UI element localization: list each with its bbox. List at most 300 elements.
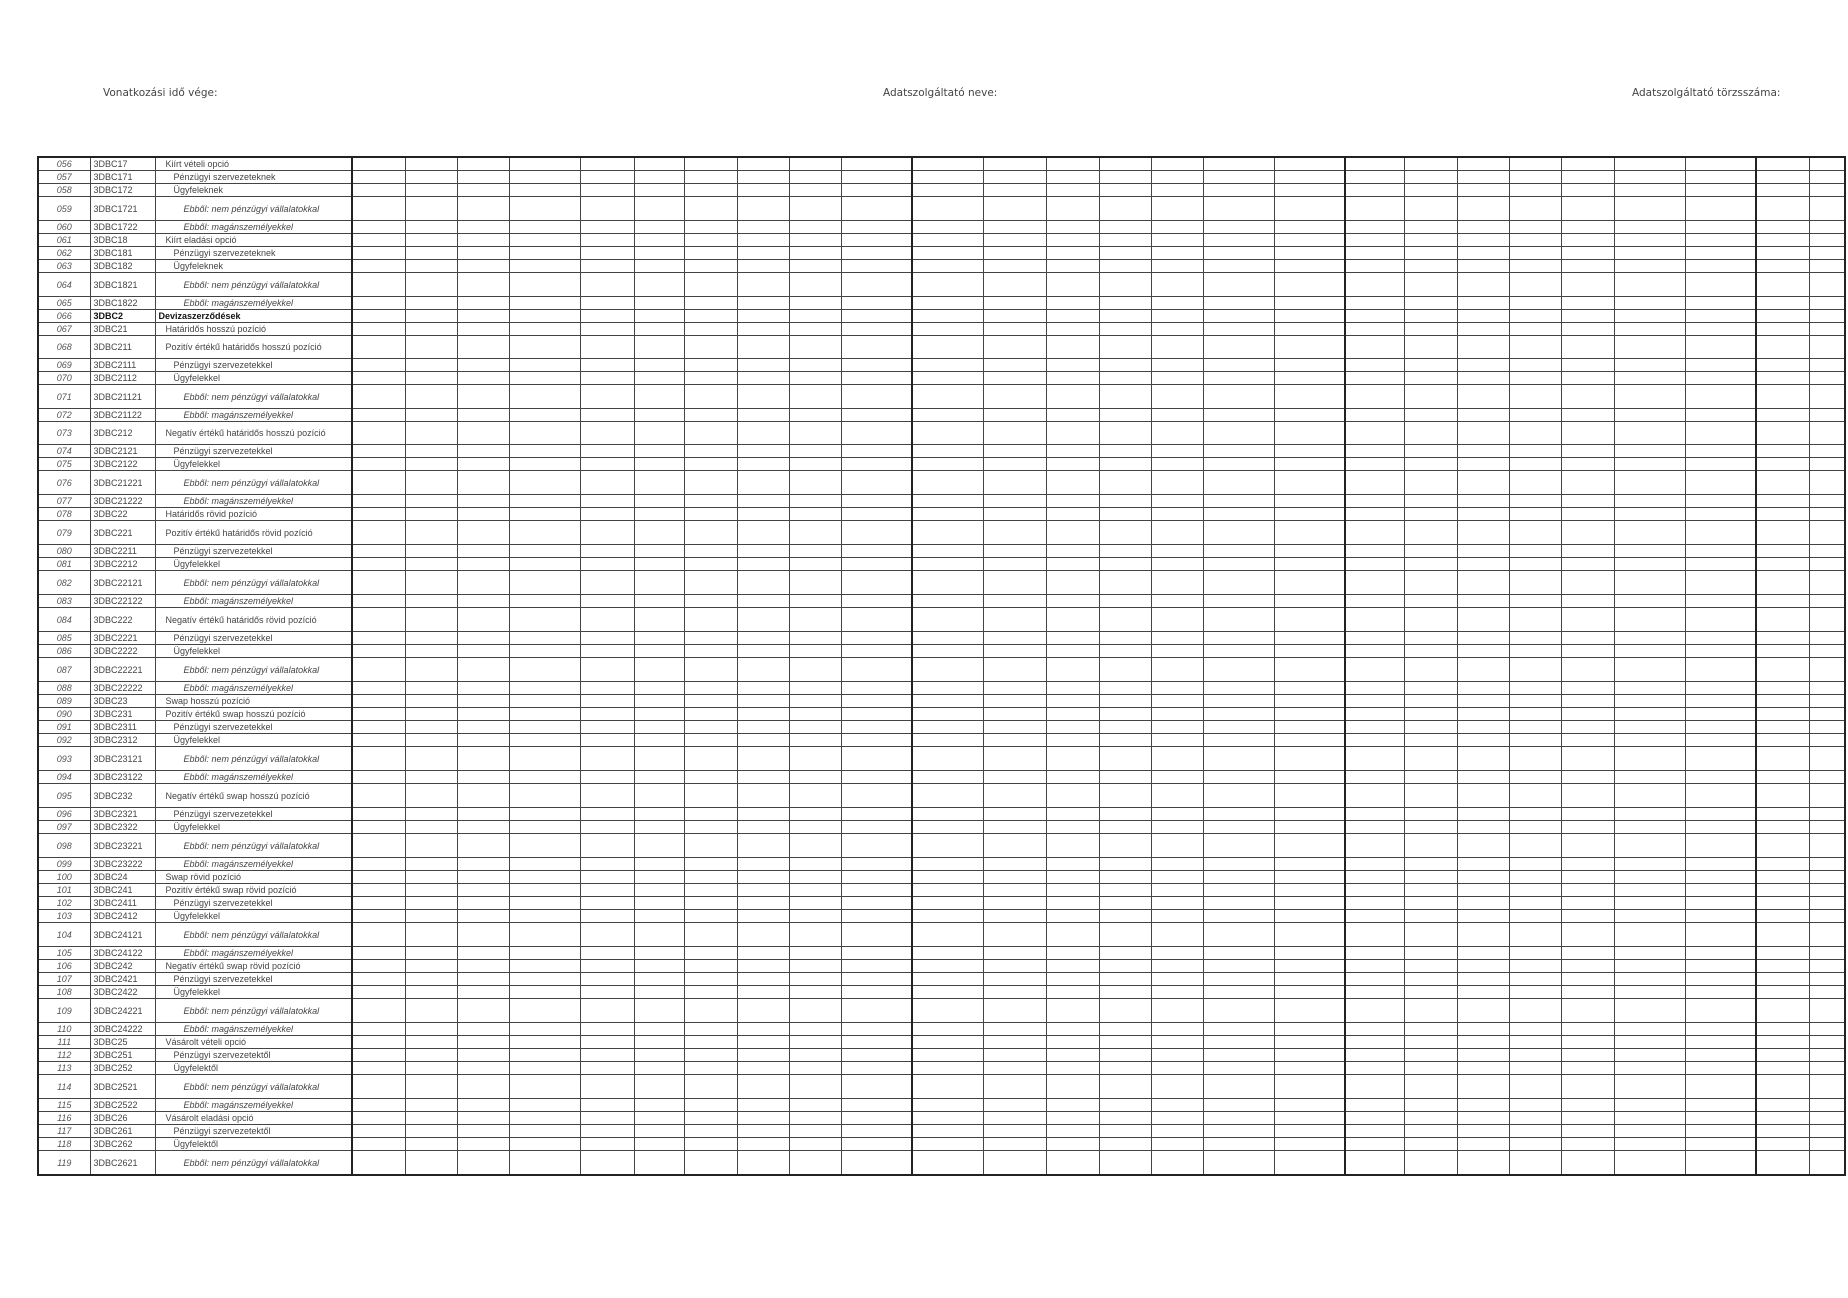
value-cell[interactable] <box>737 273 789 297</box>
value-cell[interactable] <box>580 1036 634 1049</box>
value-cell[interactable] <box>1404 422 1457 445</box>
value-cell[interactable] <box>1561 260 1614 273</box>
value-cell[interactable] <box>405 545 457 558</box>
value-cell[interactable] <box>1046 871 1099 884</box>
value-cell[interactable] <box>983 1099 1046 1112</box>
value-cell[interactable] <box>1809 1075 1845 1099</box>
value-cell[interactable] <box>1046 1036 1099 1049</box>
value-cell[interactable] <box>983 247 1046 260</box>
value-cell[interactable] <box>684 858 737 871</box>
value-cell[interactable] <box>1345 184 1404 197</box>
value-cell[interactable] <box>684 1075 737 1099</box>
value-cell[interactable] <box>1046 658 1099 682</box>
value-cell[interactable] <box>1756 608 1809 632</box>
value-cell[interactable] <box>509 247 580 260</box>
value-cell[interactable] <box>1099 721 1151 734</box>
value-cell[interactable] <box>737 495 789 508</box>
value-cell[interactable] <box>405 999 457 1023</box>
value-cell[interactable] <box>789 884 841 897</box>
value-cell[interactable] <box>789 323 841 336</box>
value-cell[interactable] <box>737 458 789 471</box>
value-cell[interactable] <box>1685 1075 1756 1099</box>
value-cell[interactable] <box>1614 445 1685 458</box>
value-cell[interactable] <box>1685 858 1756 871</box>
value-cell[interactable] <box>737 858 789 871</box>
value-cell[interactable] <box>457 645 509 658</box>
value-cell[interactable] <box>509 221 580 234</box>
value-cell[interactable] <box>841 858 912 871</box>
value-cell[interactable] <box>1151 986 1203 999</box>
value-cell[interactable] <box>789 1112 841 1125</box>
value-cell[interactable] <box>1203 734 1274 747</box>
value-cell[interactable] <box>1099 808 1151 821</box>
value-cell[interactable] <box>1561 923 1614 947</box>
value-cell[interactable] <box>1099 445 1151 458</box>
value-cell[interactable] <box>737 1151 789 1176</box>
value-cell[interactable] <box>405 422 457 445</box>
value-cell[interactable] <box>352 385 405 409</box>
value-cell[interactable] <box>1561 658 1614 682</box>
value-cell[interactable] <box>1046 273 1099 297</box>
value-cell[interactable] <box>580 273 634 297</box>
value-cell[interactable] <box>1203 297 1274 310</box>
value-cell[interactable] <box>405 521 457 545</box>
value-cell[interactable] <box>1203 708 1274 721</box>
value-cell[interactable] <box>1509 359 1561 372</box>
value-cell[interactable] <box>1046 359 1099 372</box>
value-cell[interactable] <box>1099 910 1151 923</box>
value-cell[interactable] <box>1614 682 1685 695</box>
value-cell[interactable] <box>405 645 457 658</box>
value-cell[interactable] <box>1151 784 1203 808</box>
value-cell[interactable] <box>1274 821 1345 834</box>
value-cell[interactable] <box>1756 695 1809 708</box>
value-cell[interactable] <box>634 1099 684 1112</box>
value-cell[interactable] <box>1099 359 1151 372</box>
value-cell[interactable] <box>737 884 789 897</box>
value-cell[interactable] <box>1345 1099 1404 1112</box>
value-cell[interactable] <box>457 999 509 1023</box>
value-cell[interactable] <box>1099 1075 1151 1099</box>
value-cell[interactable] <box>789 297 841 310</box>
value-cell[interactable] <box>983 508 1046 521</box>
value-cell[interactable] <box>634 973 684 986</box>
value-cell[interactable] <box>1685 157 1756 171</box>
value-cell[interactable] <box>1274 973 1345 986</box>
value-cell[interactable] <box>1345 508 1404 521</box>
value-cell[interactable] <box>509 784 580 808</box>
value-cell[interactable] <box>352 445 405 458</box>
value-cell[interactable] <box>1099 1049 1151 1062</box>
value-cell[interactable] <box>1404 771 1457 784</box>
value-cell[interactable] <box>789 999 841 1023</box>
value-cell[interactable] <box>912 234 983 247</box>
value-cell[interactable] <box>789 734 841 747</box>
value-cell[interactable] <box>1046 471 1099 495</box>
value-cell[interactable] <box>1151 871 1203 884</box>
value-cell[interactable] <box>912 1075 983 1099</box>
value-cell[interactable] <box>634 521 684 545</box>
value-cell[interactable] <box>1457 858 1509 871</box>
value-cell[interactable] <box>1685 458 1756 471</box>
value-cell[interactable] <box>1099 508 1151 521</box>
value-cell[interactable] <box>352 747 405 771</box>
value-cell[interactable] <box>1614 1099 1685 1112</box>
value-cell[interactable] <box>1046 695 1099 708</box>
value-cell[interactable] <box>1561 858 1614 871</box>
value-cell[interactable] <box>983 947 1046 960</box>
value-cell[interactable] <box>789 632 841 645</box>
value-cell[interactable] <box>684 1112 737 1125</box>
value-cell[interactable] <box>1809 157 1845 171</box>
value-cell[interactable] <box>1809 721 1845 734</box>
value-cell[interactable] <box>737 471 789 495</box>
value-cell[interactable] <box>983 221 1046 234</box>
value-cell[interactable] <box>1809 1062 1845 1075</box>
value-cell[interactable] <box>983 682 1046 695</box>
value-cell[interactable] <box>1151 923 1203 947</box>
value-cell[interactable] <box>1046 1023 1099 1036</box>
value-cell[interactable] <box>1457 571 1509 595</box>
value-cell[interactable] <box>912 1112 983 1125</box>
value-cell[interactable] <box>1809 234 1845 247</box>
value-cell[interactable] <box>405 495 457 508</box>
value-cell[interactable] <box>1457 1138 1509 1151</box>
value-cell[interactable] <box>1756 986 1809 999</box>
value-cell[interactable] <box>789 1023 841 1036</box>
value-cell[interactable] <box>1203 871 1274 884</box>
value-cell[interactable] <box>1203 595 1274 608</box>
value-cell[interactable] <box>1457 1151 1509 1176</box>
value-cell[interactable] <box>1685 471 1756 495</box>
value-cell[interactable] <box>684 897 737 910</box>
value-cell[interactable] <box>1151 708 1203 721</box>
value-cell[interactable] <box>1457 645 1509 658</box>
value-cell[interactable] <box>1274 171 1345 184</box>
value-cell[interactable] <box>684 445 737 458</box>
value-cell[interactable] <box>1756 1036 1809 1049</box>
value-cell[interactable] <box>1561 821 1614 834</box>
value-cell[interactable] <box>1809 471 1845 495</box>
value-cell[interactable] <box>1457 297 1509 310</box>
value-cell[interactable] <box>789 747 841 771</box>
value-cell[interactable] <box>1756 999 1809 1023</box>
value-cell[interactable] <box>580 1023 634 1036</box>
value-cell[interactable] <box>912 247 983 260</box>
value-cell[interactable] <box>1509 721 1561 734</box>
value-cell[interactable] <box>1046 771 1099 784</box>
value-cell[interactable] <box>789 197 841 221</box>
value-cell[interactable] <box>1099 784 1151 808</box>
value-cell[interactable] <box>912 734 983 747</box>
value-cell[interactable] <box>1203 458 1274 471</box>
value-cell[interactable] <box>1404 973 1457 986</box>
value-cell[interactable] <box>1099 1062 1151 1075</box>
value-cell[interactable] <box>1151 821 1203 834</box>
value-cell[interactable] <box>912 359 983 372</box>
value-cell[interactable] <box>983 422 1046 445</box>
value-cell[interactable] <box>912 632 983 645</box>
value-cell[interactable] <box>1274 221 1345 234</box>
value-cell[interactable] <box>634 1151 684 1176</box>
value-cell[interactable] <box>1614 960 1685 973</box>
value-cell[interactable] <box>1614 385 1685 409</box>
value-cell[interactable] <box>912 495 983 508</box>
value-cell[interactable] <box>1809 197 1845 221</box>
value-cell[interactable] <box>912 521 983 545</box>
value-cell[interactable] <box>1099 385 1151 409</box>
value-cell[interactable] <box>1457 1049 1509 1062</box>
value-cell[interactable] <box>1046 545 1099 558</box>
value-cell[interactable] <box>580 1062 634 1075</box>
value-cell[interactable] <box>1809 947 1845 960</box>
value-cell[interactable] <box>1809 986 1845 999</box>
value-cell[interactable] <box>1457 721 1509 734</box>
value-cell[interactable] <box>1099 747 1151 771</box>
value-cell[interactable] <box>1561 1151 1614 1176</box>
value-cell[interactable] <box>509 545 580 558</box>
value-cell[interactable] <box>1345 495 1404 508</box>
value-cell[interactable] <box>1404 297 1457 310</box>
value-cell[interactable] <box>1809 545 1845 558</box>
value-cell[interactable] <box>841 834 912 858</box>
value-cell[interactable] <box>457 821 509 834</box>
value-cell[interactable] <box>1561 545 1614 558</box>
value-cell[interactable] <box>1614 734 1685 747</box>
value-cell[interactable] <box>1203 834 1274 858</box>
value-cell[interactable] <box>352 508 405 521</box>
value-cell[interactable] <box>1561 458 1614 471</box>
value-cell[interactable] <box>1809 784 1845 808</box>
value-cell[interactable] <box>457 1049 509 1062</box>
value-cell[interactable] <box>1756 1112 1809 1125</box>
value-cell[interactable] <box>1809 221 1845 234</box>
value-cell[interactable] <box>1457 260 1509 273</box>
value-cell[interactable] <box>1345 273 1404 297</box>
value-cell[interactable] <box>1404 372 1457 385</box>
value-cell[interactable] <box>352 273 405 297</box>
value-cell[interactable] <box>912 771 983 784</box>
value-cell[interactable] <box>1614 545 1685 558</box>
value-cell[interactable] <box>1561 273 1614 297</box>
value-cell[interactable] <box>789 897 841 910</box>
value-cell[interactable] <box>684 708 737 721</box>
value-cell[interactable] <box>1203 960 1274 973</box>
value-cell[interactable] <box>580 221 634 234</box>
value-cell[interactable] <box>841 960 912 973</box>
value-cell[interactable] <box>841 1138 912 1151</box>
value-cell[interactable] <box>1274 808 1345 821</box>
value-cell[interactable] <box>1151 973 1203 986</box>
value-cell[interactable] <box>352 734 405 747</box>
value-cell[interactable] <box>1614 1062 1685 1075</box>
value-cell[interactable] <box>405 1062 457 1075</box>
value-cell[interactable] <box>737 821 789 834</box>
value-cell[interactable] <box>405 508 457 521</box>
value-cell[interactable] <box>1756 157 1809 171</box>
value-cell[interactable] <box>1509 234 1561 247</box>
value-cell[interactable] <box>1274 947 1345 960</box>
value-cell[interactable] <box>983 458 1046 471</box>
value-cell[interactable] <box>1509 171 1561 184</box>
value-cell[interactable] <box>1509 734 1561 747</box>
value-cell[interactable] <box>1345 923 1404 947</box>
value-cell[interactable] <box>1099 495 1151 508</box>
value-cell[interactable] <box>1203 471 1274 495</box>
value-cell[interactable] <box>684 359 737 372</box>
value-cell[interactable] <box>352 1151 405 1176</box>
value-cell[interactable] <box>580 234 634 247</box>
value-cell[interactable] <box>1561 1138 1614 1151</box>
value-cell[interactable] <box>1614 897 1685 910</box>
value-cell[interactable] <box>737 297 789 310</box>
value-cell[interactable] <box>983 273 1046 297</box>
value-cell[interactable] <box>1614 973 1685 986</box>
value-cell[interactable] <box>737 1023 789 1036</box>
value-cell[interactable] <box>352 595 405 608</box>
value-cell[interactable] <box>457 834 509 858</box>
value-cell[interactable] <box>841 184 912 197</box>
value-cell[interactable] <box>352 808 405 821</box>
value-cell[interactable] <box>1685 960 1756 973</box>
value-cell[interactable] <box>405 821 457 834</box>
value-cell[interactable] <box>684 171 737 184</box>
value-cell[interactable] <box>841 157 912 171</box>
value-cell[interactable] <box>352 197 405 221</box>
value-cell[interactable] <box>1457 734 1509 747</box>
value-cell[interactable] <box>1509 545 1561 558</box>
value-cell[interactable] <box>1274 734 1345 747</box>
value-cell[interactable] <box>789 645 841 658</box>
value-cell[interactable] <box>1614 771 1685 784</box>
value-cell[interactable] <box>1561 495 1614 508</box>
value-cell[interactable] <box>1099 221 1151 234</box>
value-cell[interactable] <box>1046 1112 1099 1125</box>
value-cell[interactable] <box>1151 695 1203 708</box>
value-cell[interactable] <box>1809 171 1845 184</box>
value-cell[interactable] <box>1561 197 1614 221</box>
value-cell[interactable] <box>1561 960 1614 973</box>
value-cell[interactable] <box>457 682 509 695</box>
value-cell[interactable] <box>580 1075 634 1099</box>
value-cell[interactable] <box>580 171 634 184</box>
value-cell[interactable] <box>1561 897 1614 910</box>
value-cell[interactable] <box>737 658 789 682</box>
value-cell[interactable] <box>405 658 457 682</box>
value-cell[interactable] <box>1561 1036 1614 1049</box>
value-cell[interactable] <box>1509 458 1561 471</box>
value-cell[interactable] <box>634 171 684 184</box>
value-cell[interactable] <box>352 422 405 445</box>
value-cell[interactable] <box>1685 197 1756 221</box>
value-cell[interactable] <box>509 197 580 221</box>
value-cell[interactable] <box>1614 999 1685 1023</box>
value-cell[interactable] <box>737 157 789 171</box>
value-cell[interactable] <box>737 834 789 858</box>
value-cell[interactable] <box>1046 558 1099 571</box>
value-cell[interactable] <box>352 871 405 884</box>
value-cell[interactable] <box>457 808 509 821</box>
value-cell[interactable] <box>1457 385 1509 409</box>
value-cell[interactable] <box>1046 1075 1099 1099</box>
value-cell[interactable] <box>1274 521 1345 545</box>
value-cell[interactable] <box>1614 747 1685 771</box>
value-cell[interactable] <box>1457 471 1509 495</box>
value-cell[interactable] <box>684 221 737 234</box>
value-cell[interactable] <box>1509 1062 1561 1075</box>
value-cell[interactable] <box>1151 409 1203 422</box>
value-cell[interactable] <box>1809 260 1845 273</box>
value-cell[interactable] <box>1809 336 1845 359</box>
value-cell[interactable] <box>983 234 1046 247</box>
value-cell[interactable] <box>1203 184 1274 197</box>
value-cell[interactable] <box>1614 297 1685 310</box>
value-cell[interactable] <box>684 999 737 1023</box>
value-cell[interactable] <box>1345 695 1404 708</box>
value-cell[interactable] <box>457 409 509 422</box>
value-cell[interactable] <box>1046 336 1099 359</box>
value-cell[interactable] <box>1046 445 1099 458</box>
value-cell[interactable] <box>1203 409 1274 422</box>
value-cell[interactable] <box>1685 834 1756 858</box>
value-cell[interactable] <box>1203 808 1274 821</box>
value-cell[interactable] <box>684 658 737 682</box>
value-cell[interactable] <box>1151 884 1203 897</box>
value-cell[interactable] <box>684 910 737 923</box>
value-cell[interactable] <box>1274 1075 1345 1099</box>
value-cell[interactable] <box>1561 221 1614 234</box>
value-cell[interactable] <box>1509 910 1561 923</box>
value-cell[interactable] <box>1809 297 1845 310</box>
value-cell[interactable] <box>1203 986 1274 999</box>
value-cell[interactable] <box>1151 658 1203 682</box>
value-cell[interactable] <box>1404 632 1457 645</box>
value-cell[interactable] <box>789 1075 841 1099</box>
value-cell[interactable] <box>457 445 509 458</box>
value-cell[interactable] <box>1404 385 1457 409</box>
value-cell[interactable] <box>457 771 509 784</box>
value-cell[interactable] <box>405 884 457 897</box>
value-cell[interactable] <box>789 721 841 734</box>
value-cell[interactable] <box>1457 1023 1509 1036</box>
value-cell[interactable] <box>1404 247 1457 260</box>
value-cell[interactable] <box>1203 1036 1274 1049</box>
value-cell[interactable] <box>684 1125 737 1138</box>
value-cell[interactable] <box>1151 960 1203 973</box>
value-cell[interactable] <box>1509 336 1561 359</box>
value-cell[interactable] <box>1404 897 1457 910</box>
value-cell[interactable] <box>912 923 983 947</box>
value-cell[interactable] <box>405 273 457 297</box>
value-cell[interactable] <box>1509 632 1561 645</box>
value-cell[interactable] <box>352 157 405 171</box>
value-cell[interactable] <box>634 297 684 310</box>
value-cell[interactable] <box>1685 821 1756 834</box>
value-cell[interactable] <box>352 545 405 558</box>
value-cell[interactable] <box>983 1112 1046 1125</box>
value-cell[interactable] <box>1614 834 1685 858</box>
value-cell[interactable] <box>1685 521 1756 545</box>
value-cell[interactable] <box>457 184 509 197</box>
value-cell[interactable] <box>634 247 684 260</box>
value-cell[interactable] <box>457 747 509 771</box>
value-cell[interactable] <box>684 385 737 409</box>
value-cell[interactable] <box>1404 545 1457 558</box>
value-cell[interactable] <box>1046 884 1099 897</box>
value-cell[interactable] <box>1457 422 1509 445</box>
value-cell[interactable] <box>1509 197 1561 221</box>
value-cell[interactable] <box>1756 923 1809 947</box>
